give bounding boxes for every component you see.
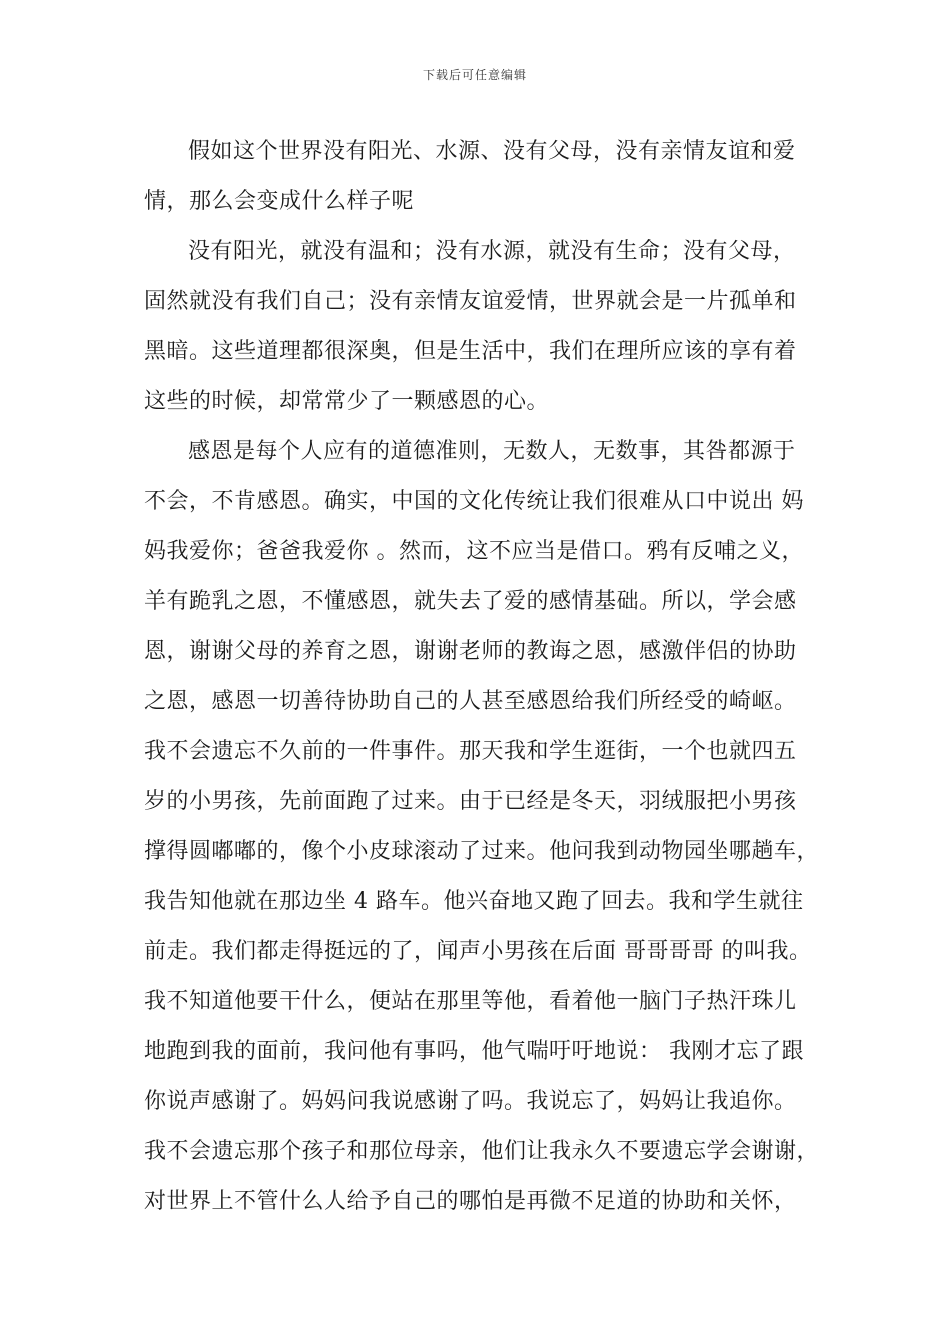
page-header: 下载后可任意编辑 [422, 68, 527, 82]
text-line: 固然就没有我们自己；没有亲情友谊爱情，世界就会是一片孤单和 [144, 289, 797, 314]
text-line: 这些的时候，却常常少了一颗感恩的心。 [144, 389, 550, 414]
text-line: 前走。我们都走得挺远的了，闻声小男孩在后面 哥哥哥哥 的叫我。 [144, 939, 812, 964]
text-line: 我不知道他要干什么，便站在那里等他，看着他一脑门子热汗珠儿 [144, 989, 797, 1014]
text-line: 我不会遗忘不久前的一件事件。那天我和学生逛街，一个也就四五 [144, 739, 797, 764]
text-line: 我不会遗忘那个孩子和那位母亲，他们让我永久不要遗忘学会谢谢， [144, 1139, 820, 1164]
text-line: 地跑到我的面前，我问他有事吗，他气喘吁吁地说： 我刚才忘了跟 [144, 1039, 804, 1064]
text-line: 假如这个世界没有阳光、水源、没有父母，没有亲情友谊和爱 [188, 139, 796, 164]
text-line: 感恩是每个人应有的道德准则，无数人，无数事，其咎都源于 [188, 439, 796, 464]
text-line: 你说声感谢了。妈妈问我说感谢了吗。我说忘了，妈妈让我追你。 [144, 1089, 797, 1114]
text-line: 之恩，感恩一切善待协助自己的人甚至感恩给我们所经受的崎岖。 [144, 689, 797, 714]
text-line: 恩，谢谢父母的养育之恩，谢谢老师的教诲之恩，感激伴侣的协助 [144, 639, 797, 664]
text-line: 我告知他就在那边坐 4 路车。他兴奋地又跑了回去。我和学生就往 [144, 889, 804, 914]
text-line: 羊有跪乳之恩，不懂感恩，就失去了爱的感情基础。所以，学会感 [144, 589, 797, 614]
text-line: 没有阳光，就没有温和；没有水源，就没有生命；没有父母， [188, 239, 796, 264]
text-line: 不会，不肯感恩。确实，中国的文化传统让我们很难从口中说出 妈 [144, 489, 804, 514]
text-line: 撑得圆嘟嘟的，像个小皮球滚动了过来。他问我到动物园坐哪趟车， [144, 839, 820, 864]
document-body [144, 127, 820, 1227]
text-line: 岁的小男孩，先前面跑了过来。由于已经是冬天，羽绒服把小男孩 [144, 789, 797, 814]
text-line: 黑暗。这些道理都很深奥，但是生活中，我们在理所应该的享有着 [144, 339, 797, 364]
text-line: 妈我爱你；爸爸我爱你 。然而，这不应当是借口。鸦有反哺之义， [144, 539, 804, 564]
text-line: 情，那么会变成什么样子呢 [144, 189, 415, 214]
text-line: 对世界上不管什么人给予自己的哪怕是再微不足道的协助和关怀， [144, 1189, 797, 1214]
